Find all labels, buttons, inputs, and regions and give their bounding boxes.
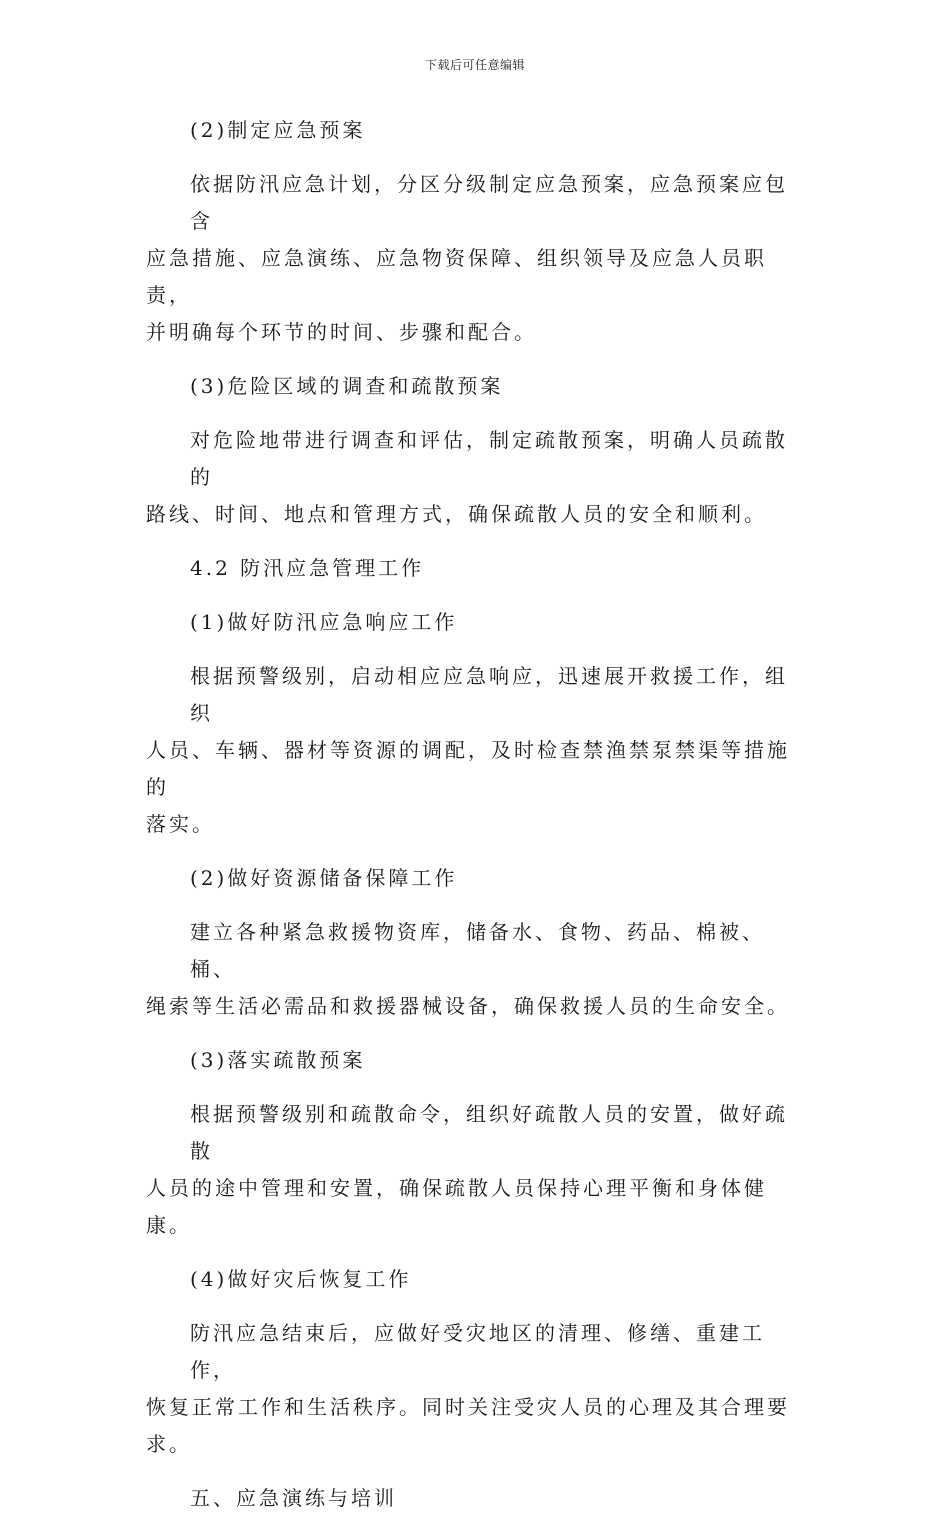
subheading-recovery: (4)做好灾后恢复工作 <box>190 1267 412 1291</box>
paragraph-line: 根据预警级别和疏散命令，组织好疏散人员的安置，做好疏散 <box>190 1102 788 1163</box>
paragraph-response <box>146 658 796 843</box>
paragraph-line: 建立各种紧急救援物资库，储备水、食物、药品、棉被、桶、 <box>190 920 765 981</box>
paragraph-line: 防汛应急结束后，应做好受灾地区的清理、修缮、重建工作， <box>190 1321 765 1382</box>
paragraph-resources <box>146 914 796 1025</box>
paragraph-recovery <box>146 1315 796 1463</box>
paragraph-line: 恢复正常工作和生活秩序。同时关注受灾人员的心理及其合理要求。 <box>146 1395 790 1456</box>
paragraph-line: 人员、车辆、器材等资源的调配，及时检查禁渔禁泵禁渠等措施的 <box>146 738 790 799</box>
paragraph-line: 落实。 <box>146 812 215 836</box>
subheading-emergency-plan: (2)制定应急预案 <box>190 118 366 142</box>
subheading-danger-zone: (3)危险区域的调查和疏散预案 <box>190 374 504 398</box>
paragraph-evacuation <box>146 1096 796 1244</box>
paragraph-line: 应急措施、应急演练、应急物资保障、组织领导及应急人员职责， <box>146 246 767 307</box>
paragraph-emergency-plan <box>146 166 796 351</box>
paragraph-line: 依据防汛应急计划，分区分级制定应急预案，应急预案应包含 <box>190 172 788 233</box>
subheading-evacuation: (3)落实疏散预案 <box>190 1048 366 1072</box>
document-body <box>146 112 796 1534</box>
section-heading-5: 五、应急演练与培训 <box>190 1486 397 1510</box>
subheading-response: (1)做好防汛应急响应工作 <box>190 610 458 634</box>
paragraph-line: 绳索等生活必需品和救援器械设备，确保救援人员的生命安全。 <box>146 994 790 1018</box>
paragraph-line: 人员的途中管理和安置，确保疏散人员保持心理平衡和身体健康。 <box>146 1176 767 1237</box>
page-header: 下载后可任意编辑 <box>424 58 525 72</box>
section-heading-4-2: 4.2 防汛应急管理工作 <box>190 556 425 580</box>
paragraph-line: 根据预警级别，启动相应应急响应，迅速展开救援工作，组织 <box>190 664 788 725</box>
paragraph-line: 并明确每个环节的时间、步骤和配合。 <box>146 320 537 344</box>
paragraph-line: 对危险地带进行调查和评估，制定疏散预案，明确人员疏散的 <box>190 428 788 489</box>
subheading-resources: (2)做好资源储备保障工作 <box>190 866 458 890</box>
paragraph-line: 路线、时间、地点和管理方式，确保疏散人员的安全和顺利。 <box>146 502 767 526</box>
paragraph-danger-zone <box>146 422 796 533</box>
